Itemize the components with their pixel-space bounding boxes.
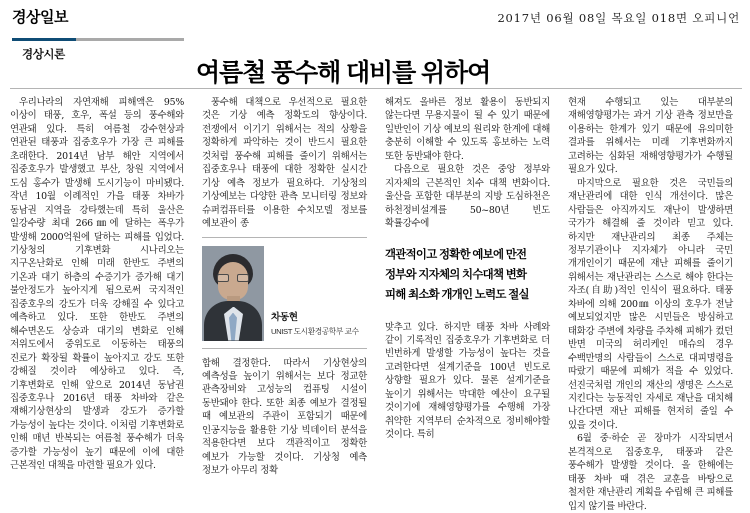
paragraph: 우리나라의 자연재해 피해액은 95% 이상이 태풍, 호우, 폭설 등의 풍수해와 연관돼 있다. 특히 여름철 강수현상과 연관된 태풍과 집중호우가 가장 큰 피해를 초래한다. 2014년 남부 해안 지역에서 집중호우가 발생했고 부산, 창원 지역에서 도심 홍수가 발생해 도시기능이 마비됐다. 작년 10월 이례적인 가을 태풍 차바가 동남권 지역을 강타했는데 특히 울산은 일강수량 최대 266㎜에 달하는 폭우가 발생해 2000억원에 달하는 피해를 입었다. 기상청의 기후변화 시나리오는 지구온난화로 인해 미래 한반도 주변의 기온과 대기 하층의 수증기가 증가해 대기 불안정도가 높아지게 됨으로써 국지적인 집중호우의 강도가 더욱 강해질 수 있다고 예측하고 있다. 또한 한반도 주변의 해수면온도 상승과 대기의 변화로 인해 저위도에서 중위도로 이동하는 태풍의 진로가 확장될 확률이 높아지고 강도 또한 강해질 것이라 예상하고 있다. 즉, 기후변화로 인해 앞으로 2014년 동남권 집중호우나 2016년 태풍 차바와 같은 재해기상현상의 발생과 강도가 증가할 가능성이 높다는 것이다. 이처럼 기후변화로 인해 매년 반복되는 여름철 풍수해가 더욱 증가할 가능성이 높기 때문에 이에 대한 근본적인 대책을 마련할 필요가 있다. [10, 97, 184, 472]
author-photo [202, 246, 264, 341]
article-column-1 [10, 96, 193, 492]
header-divider [10, 88, 742, 89]
author-name: 차동현 [271, 311, 298, 323]
article-columns [10, 96, 742, 512]
section-rule-accent [12, 38, 76, 41]
paragraph: 다음으로 필요한 것은 중앙 정부와 지자체의 근본적인 치수 대책 변화이다. 울산을 포함한 대부분의 지방 도심하천은 하천정비설계를 50~80년 빈도 확률강수에 [385, 164, 550, 230]
section-rule [12, 38, 184, 41]
glasses-icon [217, 274, 249, 282]
article-column-3 [376, 96, 559, 492]
author-meta [271, 309, 359, 341]
paragraph: 합해 결정한다. 따라서 기상현상의 예측성을 높이기 위해서는 보다 정교한 관측장비와 고성능의 컴퓨팅 시설이 동반돼야 한다. 또한 최종 예보가 결정될 때 예보관의 주관이 포함되기 때문에 인공지능을 활용한 기상 빅데이터 분석을 적용한다면 보다 객관적이고 정확한 예보가 가능할 것이다. 기상청 예측 정보가 아무리 정확 [202, 357, 367, 477]
paragraph: 해져도 올바른 정보 활용이 동반되지 않는다면 무용지물이 될 수 있기 때문에 일반인이 기상 예보의 원리와 한계에 대해 충분히 이해할 수 있도록 홍보하는 노력 또한 동반돼야 한다. [385, 97, 550, 162]
section-label: 경상시론 [22, 49, 65, 61]
newspaper-masthead: 경상일보 [12, 9, 68, 26]
page-title: 여름철 풍수해 대비를 위하여 [196, 58, 491, 87]
author-divider-top [202, 237, 367, 238]
paragraph: 6월 중·하순 곧 장마가 시작되면서 본격적으로 집중호우, 태풍과 같은 풍수해가 발생할 것이다. 올 한해에는 태풍 차바 때 겪은 교훈을 바탕으로 철저한 재난관리 계획을 수립해 큰 피해를 입지 않기를 바란다. [568, 433, 733, 512]
paragraph: 마지막으로 필요한 것은 국민들의 재난관리에 대한 인식 개선이다. 많은 사람들은 아직까지도 재난이 발생하면 국가가 해결해 줄 것이라 믿고 있다. 하지만 재난관리의 최종 주체는 정부기관이나 지자체가 아니라 국민 개개인이기 때문에 재난 피해를 줄이기 위해서는 재난관리는 스스로 해야 한다는 자조(自助)적인 인식이 필요하다. 태풍 차바에 의해 200㎜ 이상의 호우가 전날 예보되었지만 많은 시민들은 방심하고 태화강 주변에 차량을 주차해 피해가 컸던 반면 미국의 허리케인 매슈의 경우 수백만명의 사람들이 스스로 대피명령을 따랐기 때문에 피해가 적을 수 있었다. 선진국처럼 개인의 재산의 생명은 스스로 지킨다는 능동적인 자세로 재난을 대치해 나간다면 재난 피해를 현저히 줄일 수 있을 것이다. [568, 177, 733, 431]
article-column-2 [193, 96, 376, 492]
author-title: UNIST 도시환경공학부 교수 [271, 326, 359, 336]
pull-quote-line: 피해 최소화 개개인 노력도 절실 [385, 288, 529, 301]
pull-quote-line: 객관적이고 정확한 예보에 만전 [385, 248, 527, 261]
paragraph: 맞추고 있다. 하지만 태풍 차바 사례와 같이 기록적인 집중호우가 기후변화로 더 빈번하게 발생할 가능성이 높다는 것을 고려한다면 설계기준을 100년 빈도로 상향할 필요가 있다. 물론 설계기준을 높이기 위해서는 막대한 예산이 요구될 것이기에 재해영향평가를 수행해 가장 취약한 지역부터 순차적으로 정비해야할 것이다. 특히 [385, 321, 550, 441]
article-column-4 [559, 96, 742, 512]
paragraph: 현재 수행되고 있는 대부분의 재해영향평가는 과거 기상 관측 정보만을 이용하는 한계가 있기 때문에 유의미한 결과를 위해서는 미래 기후변화까지 고려하는 심화된 재해영향평가가 수행될 필요가 있다. [568, 97, 733, 176]
pull-quote-line: 정부와 지자체의 치수대책 변화 [385, 268, 527, 281]
dateline: 2017년 06월 08일 목요일 018면 오피니언 [497, 11, 740, 25]
paragraph: 풍수해 대책으로 우선적으로 필요한 것은 기상 예측 정확도의 향상이다. 전쟁에서 이기기 위해서는 적의 상황을 정확하게 파악하는 것이 반드시 필요한 것처럼 풍수해 피해를 줄이기 위해서는 집중호우나 태풍에 대한 정확한 실시간 기상 예측 정보가 필요하다. 기상청의 기상예보는 다양한 관측 모니터링 정보와 슈퍼컴퓨터를 이용한 수치모델 정보를 예보관이 종 [202, 97, 367, 230]
author-divider-bottom [202, 348, 367, 349]
author-block [202, 246, 367, 341]
pull-quote [385, 245, 550, 305]
